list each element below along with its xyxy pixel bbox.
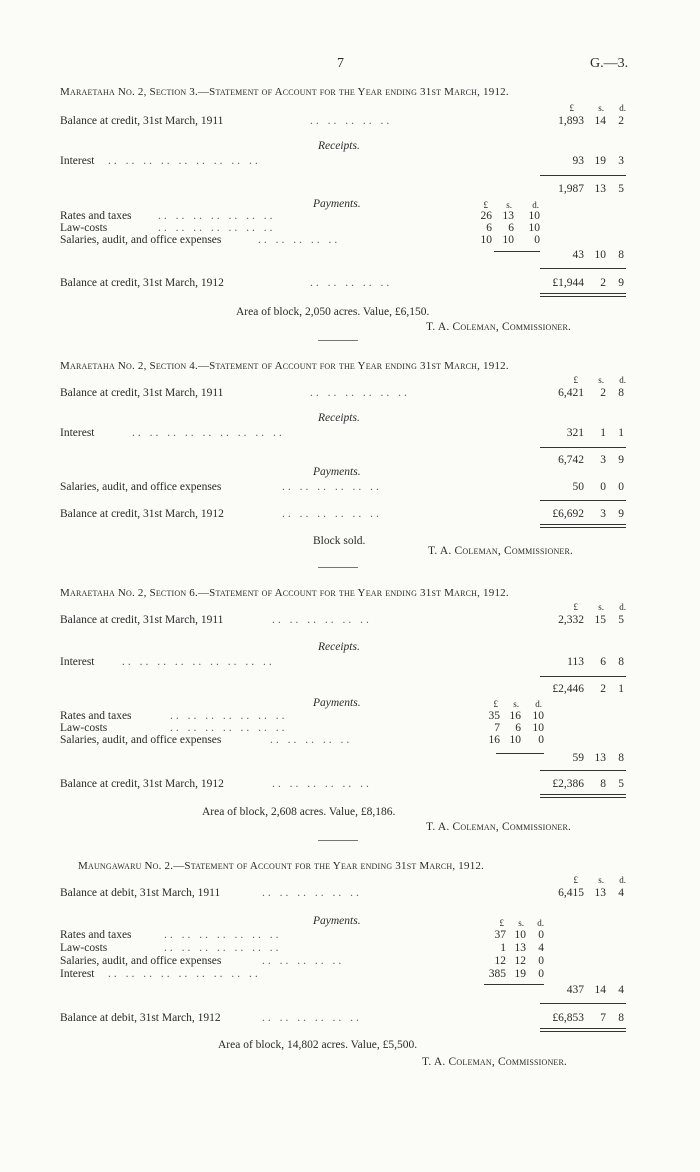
payment-shillings: 13 [502,210,514,222]
payment-pence: 0 [534,234,540,246]
closing-pence: 8 [618,1012,624,1024]
opening-shillings: 14 [594,115,606,127]
payment-pence: 10 [528,222,540,234]
payments-total-pence: 8 [618,249,624,261]
subtotal-shillings: 2 [600,683,606,695]
payment-shillings: 12 [514,955,526,967]
closing-balance-label: Balance at credit, 31st March, 1912 [60,778,224,790]
receipt-pence: 3 [618,155,624,167]
closing-pence: 9 [618,508,624,520]
payment-label: Salaries, audit, and office expenses [60,734,222,746]
signature: T. A. Coleman, Commissioner. [428,545,574,557]
unit-pence: d. [619,103,626,113]
opening-shillings: 2 [600,387,606,399]
payment-pence: 0 [538,968,544,980]
payment-pence: 10 [528,210,540,222]
unit-pence: d. [619,375,626,385]
payment-label: Law-costs [60,722,108,734]
payment-label: Salaries, audit, and office expenses [60,234,222,246]
payment-shillings: 13 [514,942,526,954]
subtotal-pounds: 1,987 [558,183,584,195]
payments-total-shillings: 13 [594,752,606,764]
receipts-heading: Receipts. [318,140,360,152]
payment-pence: 0 [618,481,624,493]
payment-label: Law-costs [60,942,108,954]
opening-shillings: 13 [594,887,606,899]
payment-label: Interest [60,968,95,980]
payments-total-pounds: 437 [566,984,584,996]
payment-pounds: 7 [494,722,500,734]
closing-pence: 5 [618,778,624,790]
receipt-shillings: 1 [600,427,606,439]
payment-label: Rates and taxes [60,210,132,222]
payment-pence: 4 [538,942,544,954]
closing-shillings: 7 [600,1012,606,1024]
unit-pence: d. [619,602,626,612]
receipt-shillings: 19 [594,155,606,167]
unit-shillings: s. [598,602,604,612]
payment-label: Law-costs [60,222,108,234]
unit-shillings: s. [598,375,604,385]
payments-heading: Payments. [313,198,361,210]
subtotal-pounds: £2,446 [552,683,584,695]
area-note: Block sold. [313,535,366,547]
receipt-pence: 1 [618,427,624,439]
payment-shillings: 10 [502,234,514,246]
closing-shillings: 2 [600,277,606,289]
unit-pounds: £ [569,103,574,113]
receipts-heading: Receipts. [318,641,360,653]
closing-pounds: £6,853 [552,1012,584,1024]
payments-unit-pounds: £ [493,699,498,709]
payments-total-pence: 8 [618,752,624,764]
subtotal-pence: 5 [618,183,624,195]
receipt-pounds: 93 [572,155,584,167]
subtotal-pounds: 6,742 [558,454,584,466]
payments-unit-pounds: £ [499,918,504,928]
page-number: 7 [337,56,344,71]
closing-balance-label: Balance at credit, 31st March, 1912 [60,277,224,289]
payment-label: Salaries, audit, and office expenses [60,481,222,493]
closing-shillings: 8 [600,778,606,790]
payment-pence: 0 [538,734,544,746]
payment-shillings: 16 [509,710,521,722]
closing-pence: 9 [618,277,624,289]
section-title: Maraetaha No. 2, Section 4.—Statement of Account for the Year ending 31st March, 1912. [60,360,509,372]
receipt-pounds: 113 [567,656,584,668]
payment-pence: 10 [532,722,544,734]
closing-balance-label: Balance at debit, 31st March, 1912 [60,1012,221,1024]
payments-unit-shillings: s. [518,918,524,928]
opening-balance-label: Balance at credit, 31st March, 1911 [60,387,224,399]
signature: T. A. Coleman, Commissioner. [426,321,572,333]
payments-total-pounds: 59 [572,752,584,764]
receipts-heading: Receipts. [318,412,360,424]
signature: T. A. Coleman, Commissioner. [426,821,572,833]
payment-label: Rates and taxes [60,929,132,941]
payments-heading: Payments. [313,466,361,478]
unit-pounds: £ [573,875,578,885]
area-note: Area of block, 2,050 acres. Value, £6,150. [236,306,430,318]
receipt-pence: 8 [618,656,624,668]
opening-balance-label: Balance at credit, 31st March, 1911 [60,115,224,127]
payment-pounds: 6 [486,222,492,234]
payments-heading: Payments. [313,697,361,709]
payment-pounds: 16 [488,734,500,746]
subtotal-pence: 9 [618,454,624,466]
opening-shillings: 15 [594,614,606,626]
unit-shillings: s. [598,103,604,113]
payments-unit-pence: d. [535,699,542,709]
opening-pence: 4 [618,887,624,899]
receipt-pounds: 321 [566,427,584,439]
payment-pounds: 37 [494,929,506,941]
payment-pounds: 26 [480,210,492,222]
payment-shillings: 10 [509,734,521,746]
area-note: Area of block, 14,802 acres. Value, £5,500. [218,1039,418,1051]
opening-pounds: 6,421 [558,387,584,399]
payment-pounds: 50 [572,481,584,493]
payment-pence: 0 [538,955,544,967]
payments-unit-pence: d. [532,200,539,210]
payments-heading: Payments. [313,915,361,927]
payments-total-pounds: 43 [572,249,584,261]
payment-shillings: 6 [515,722,521,734]
closing-balance-label: Balance at credit, 31st March, 1912 [60,508,224,520]
section-title: Maraetaha No. 2, Section 3.—Statement of Account for the Year ending 31st March, 1912. [60,86,509,98]
section-title: Maraetaha No. 2, Section 6.—Statement of Account for the Year ending 31st March, 1912. [60,587,509,599]
receipt-label: Interest [60,155,95,167]
area-note: Area of block, 2,608 acres. Value, £8,186. [202,806,396,818]
opening-pence: 8 [618,387,624,399]
payment-pounds: 1 [500,942,506,954]
payment-shillings: 6 [508,222,514,234]
opening-pence: 5 [618,614,624,626]
opening-balance-label: Balance at debit, 31st March, 1911 [60,887,221,899]
unit-pence: d. [619,875,626,885]
payment-label: Salaries, audit, and office expenses [60,955,222,967]
unit-pounds: £ [573,375,578,385]
payment-pounds: 35 [488,710,500,722]
unit-shillings: s. [598,875,604,885]
section-title: Maungawaru No. 2.—Statement of Account for the Year ending 31st March, 1912. [78,860,485,872]
opening-pounds: 1,893 [558,115,584,127]
signature: T. A. Coleman, Commissioner. [422,1056,568,1068]
subtotal-pence: 1 [618,683,624,695]
opening-pounds: 6,415 [558,887,584,899]
payments-unit-pence: d. [537,918,544,928]
opening-pence: 2 [618,115,624,127]
payment-pence: 10 [532,710,544,722]
receipt-shillings: 6 [600,656,606,668]
payments-total-pence: 4 [618,984,624,996]
payment-shillings: 10 [514,929,526,941]
payments-unit-pounds: £ [483,200,488,210]
payment-pounds: 385 [488,968,506,980]
unit-pounds: £ [573,602,578,612]
opening-pounds: 2,332 [558,614,584,626]
payment-pence: 0 [538,929,544,941]
closing-shillings: 3 [600,508,606,520]
payments-total-shillings: 10 [594,249,606,261]
payment-pounds: 12 [494,955,506,967]
receipt-label: Interest [60,656,95,668]
payments-unit-shillings: s. [506,200,512,210]
payments-unit-shillings: s. [513,699,519,709]
closing-pounds: £2,386 [552,778,584,790]
payment-pounds: 10 [480,234,492,246]
receipt-label: Interest [60,427,95,439]
payment-label: Rates and taxes [60,710,132,722]
closing-pounds: £6,692 [552,508,584,520]
payment-shillings: 19 [514,968,526,980]
payment-shillings: 0 [600,481,606,493]
page-reference: G.—3. [590,56,629,71]
closing-pounds: £1,944 [552,277,584,289]
payments-total-shillings: 14 [594,984,606,996]
opening-balance-label: Balance at credit, 31st March, 1911 [60,614,224,626]
subtotal-shillings: 13 [594,183,606,195]
subtotal-shillings: 3 [600,454,606,466]
